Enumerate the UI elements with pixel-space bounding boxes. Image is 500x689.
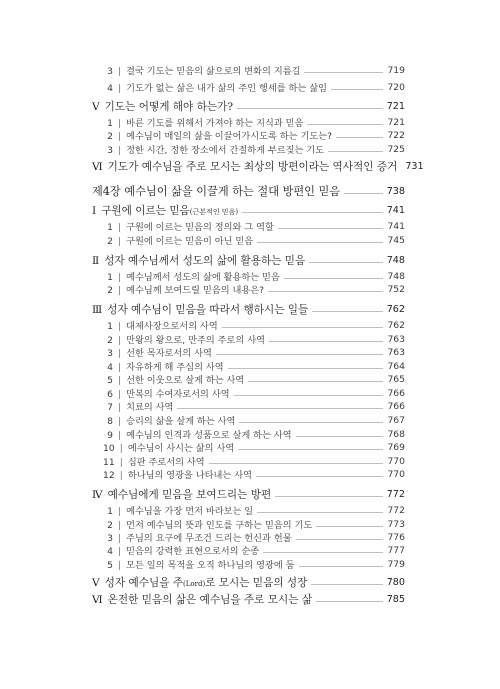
toc-page-number: 763 [387,346,405,358]
toc-separator: | [119,443,123,454]
toc-leader-line [311,584,382,585]
toc-label [92,253,305,268]
toc-title: 선한 이웃으로 살게 하는 사역 [126,375,245,386]
toc-title: 바른 기도를 위해서 가져야 하는 지식과 믿음 [126,118,304,129]
toc-label [92,183,340,199]
toc-label [103,282,264,296]
toc-label [103,372,244,386]
toc-page-number: 764 [387,360,405,372]
toc-separator: | [118,402,122,413]
toc-leader-line [237,108,383,109]
toc-leader-line [268,291,383,292]
toc-number: 11 [103,457,115,468]
toc-title: 성자 예수님을 주 [104,576,184,589]
toc-title: 기도는 어떻게 해야 하는가? [104,100,234,113]
toc-number: 4 [107,362,113,373]
toc-number: 3 [107,66,113,77]
toc-label [103,63,300,77]
toc-number: 3 [107,145,113,156]
toc-subitem [0,269,500,283]
toc-page-number: 722 [387,129,405,141]
toc-subitem [0,345,500,359]
toc-label [103,332,265,346]
toc-subitem [0,115,500,129]
toc-title: 먼저 예수님의 뜻과 인도를 구하는 믿음의 기도 [126,520,313,531]
toc-subitem [0,219,500,233]
toc-leader-line [278,228,384,229]
toc-subitem [0,517,500,531]
toc-number: 2 [107,236,113,247]
toc-roman-numeral: Ⅱ [92,254,100,267]
toc-separator: | [119,470,123,481]
toc-separator: | [118,362,122,373]
toc-separator: | [118,285,122,296]
toc-title-note: (근본적인 믿음) [189,207,239,216]
toc-page-number: 770 [387,468,405,480]
toc-number: 3 [107,348,113,359]
toc-leader-line [336,137,383,138]
toc-label [103,219,274,233]
toc-label [103,128,332,142]
toc-label [103,557,295,571]
toc-title: 예수님에게 믿음을 보여드리는 방편 [107,488,272,501]
toc-title: 주님의 요구에 무조건 드리는 헌신과 헌물 [126,533,292,544]
toc-leader-line [275,496,382,497]
toc-number: 4 [107,83,113,94]
toc-leader-line [312,311,382,312]
toc-title: 만복의 수여자로서의 사역 [126,389,230,400]
toc-section [0,253,500,267]
toc-page-number: 721 [387,116,405,128]
toc-label [103,440,234,454]
toc-separator: | [119,457,123,468]
toc-number: 12 [103,470,115,481]
toc-title: 예수님의 인격과 성품으로 살게 하는 사역 [126,430,292,441]
toc-subitem [0,142,500,156]
toc-title: 선한 목자로서의 사역 [126,348,212,359]
toc-roman-numeral: Ⅵ [92,593,103,606]
toc-title: 성자 예수님이 믿음을 따라서 행하시는 일들 [107,303,309,316]
toc-leader-line [239,422,383,423]
toc-leader-line [177,408,383,409]
toc-label [103,530,292,544]
toc-label [92,575,307,590]
toc-leader-line [242,212,383,213]
toc-subitem [0,233,500,247]
toc-subitem [0,399,500,413]
toc-roman-numeral: Ⅳ [92,488,103,501]
toc-label [103,80,327,94]
toc-separator: | [118,272,122,283]
toc-subitem [0,454,500,468]
toc-page-number: 785 [386,593,405,605]
toc-separator: | [118,506,122,517]
toc-label [103,543,259,557]
toc-page-number: 731 [405,160,424,172]
toc-leader-line [299,566,384,567]
toc-number: 8 [107,416,113,427]
toc-leader-line [257,512,383,513]
toc-title: 하나님의 영광을 나타내는 사역 [127,470,252,481]
toc-roman-numeral: Ⅰ [92,204,97,217]
toc-title: 온전한 믿음의 삶은 예수님을 주로 모시는 삶 [107,593,313,606]
toc-separator: | [118,389,122,400]
toc-page-number: 767 [387,414,405,426]
toc-subitem [0,80,500,94]
toc-separator: | [118,335,122,346]
toc-title: 예수님이 매일의 삶을 이끌어가시도록 하는 기도는? [126,131,332,142]
toc-separator: | [118,546,122,557]
toc-subitem [0,557,500,571]
toc-separator: | [118,222,122,233]
toc-page-number: 769 [387,441,405,453]
toc-roman-numeral: Ⅴ [92,576,100,589]
toc-label [103,503,253,517]
toc-subitem [0,372,500,386]
toc-separator: | [118,416,122,427]
toc-leader-line [263,552,383,553]
toc-section [0,592,500,606]
toc-page-number: 721 [386,100,405,112]
toc-separator: | [118,145,122,156]
toc-page-number: 719 [387,64,405,76]
toc-label [103,318,218,332]
toc-page-number: 741 [386,204,405,216]
toc-title: 대제사장으로서의 사역 [126,321,218,332]
toc-leader-line [304,72,383,73]
toc-number: 2 [107,131,113,142]
toc-leader-line [296,539,384,540]
toc-subitem [0,440,500,454]
toc-number: 7 [107,402,113,413]
toc-page-number: 765 [387,373,405,385]
toc-page-number: 773 [387,518,405,530]
toc-title: 모든 일의 목적을 오직 하나님의 영광에 둠 [126,560,295,571]
toc-number: 3 [107,533,113,544]
toc-leader-line [284,278,384,279]
toc-label [103,386,230,400]
toc-section [0,302,500,316]
toc-label [92,592,312,607]
toc-separator: | [118,430,122,441]
toc-number: 1 [107,118,113,129]
toc-title: 기도가 없는 삶은 내가 삶의 주인 행세를 하는 삶임 [126,83,327,94]
toc-separator: | [118,348,122,359]
toc-title: 정한 시간, 정한 장소에서 간절하게 부르짖는 기도 [126,145,325,156]
toc-title: 구원에 이르는 믿음 [101,204,190,217]
toc-leader-line [331,89,383,90]
toc-title: 승리의 삶을 살게 하는 사역 [126,416,236,427]
toc-section [0,487,500,501]
toc-leader-line [328,151,383,152]
toc-label [92,487,271,502]
toc-subitem [0,282,500,296]
toc-title: 예수님을 가장 먼저 바라보는 일 [126,506,254,517]
toc-label [103,467,252,481]
toc-label [103,142,324,156]
toc-subitem [0,386,500,400]
toc-title: 구원에 이르는 믿음의 정의와 그 역할 [126,222,274,233]
toc-subitem [0,332,500,346]
toc-leader-line [309,262,382,263]
toc-title: 예수님께 보여드릴 믿음의 내용은? [126,285,264,296]
toc-label [103,413,235,427]
toc-page-number: 752 [387,283,405,295]
toc-leader-line [228,368,384,369]
toc-leader-line [216,354,384,355]
toc-page-number: 770 [387,455,405,467]
toc-number: 9 [107,430,113,441]
toc-separator: | [118,83,122,94]
toc-separator: | [118,118,122,129]
toc-leader-line [238,449,383,450]
toc-title: 만왕의 왕으로, 만주의 주로의 사역 [126,335,265,346]
toc-page-number: 772 [387,504,405,516]
toc-label [103,454,205,468]
toc-title: 자유하게 해 주심의 사역 [126,362,224,373]
toc-label [92,99,233,114]
toc-leader-line [344,193,383,194]
toc-separator: | [118,560,122,571]
toc-leader-line [248,381,383,382]
toc-page-number: 763 [387,333,405,345]
toc-section [0,203,500,217]
toc-label [103,115,303,129]
toc-page-number: 725 [387,143,405,155]
toc-chapter-title: 제4장 예수님이 삶을 이끌게 하는 절대 방편인 믿음 [92,185,341,198]
toc-leader-line [269,341,383,342]
toc-separator: | [118,321,122,332]
toc-page-number: 779 [387,558,405,570]
toc-page-number: 768 [387,428,405,440]
toc-title: 성자 예수님께서 성도의 삶에 활용하는 믿음 [104,254,306,267]
toc-chapter [0,184,500,198]
toc-roman-numeral: Ⅵ [92,160,103,173]
toc-label [103,517,312,531]
toc-section [0,575,500,589]
toc-roman-numeral: Ⅴ [92,100,100,113]
toc-section [0,159,500,173]
toc-subitem [0,413,500,427]
toc-title: 심판 주로서의 사역 [127,457,205,468]
toc-title-continued: 로 모시는 믿음의 성장 [205,576,308,589]
toc-number: 2 [107,285,113,296]
toc-number: 4 [107,546,113,557]
toc-leader-line [257,242,383,243]
toc-title: 믿음의 강력한 표현으로서의 순종 [126,546,260,557]
toc-page-number: 762 [386,303,405,315]
toc-label [92,302,308,317]
toc-subitem [0,128,500,142]
toc-separator: | [118,533,122,544]
toc-label [92,159,397,174]
toc-leader-line [316,526,383,527]
toc-leader-line [256,476,384,477]
toc-title: 치료의 사역 [126,402,174,413]
toc-subitem [0,427,500,441]
toc-number: 6 [107,389,113,400]
toc-page-number: 745 [387,234,405,246]
toc-page-number: 748 [387,270,405,282]
toc-label [103,359,224,373]
toc-number: 1 [107,222,113,233]
toc-page-number: 720 [387,81,405,93]
toc-number: 1 [107,272,113,283]
toc-page-number: 777 [387,544,405,556]
toc-page-number: 776 [387,531,405,543]
toc-page-number: 766 [387,400,405,412]
toc-subitem [0,359,500,373]
toc-number: 5 [107,375,113,386]
toc-leader-line [296,436,384,437]
toc-separator: | [118,375,122,386]
toc-separator: | [118,66,122,77]
toc-subitem [0,543,500,557]
toc-separator: | [118,520,122,531]
toc-page-number: 741 [387,220,405,232]
toc-roman-numeral: Ⅲ [92,303,103,316]
toc-label [103,399,173,413]
toc-subitem [0,467,500,481]
toc-page-number: 738 [386,185,405,197]
toc-label [103,427,292,441]
toc-separator: | [118,131,122,142]
toc-leader-line [209,463,384,464]
toc-number: 1 [107,506,113,517]
toc-title: 기도가 예수님을 주로 모시는 최상의 방편이라는 역사적인 증거 [107,160,398,173]
toc-page-number: 772 [386,488,405,500]
toc-title: 예수님께서 성도의 삶에 활용하는 믿음 [126,272,280,283]
toc-subitem [0,530,500,544]
toc-label [103,345,212,359]
toc-subitem [0,318,500,332]
toc-page-number: 762 [387,319,405,331]
toc-number: 2 [107,520,113,531]
toc-title-note: (Lord) [183,579,206,588]
toc-section [0,99,500,113]
toc-page-number: 766 [387,387,405,399]
toc-label [103,269,280,283]
toc-label [92,203,238,218]
toc-number: 10 [103,443,115,454]
toc-number: 1 [107,321,113,332]
toc-label [103,233,253,247]
toc-leader-line [234,395,384,396]
toc-subitem [0,63,500,77]
toc-number: 5 [107,560,113,571]
toc-leader-line [307,124,383,125]
toc-leader-line [222,327,384,328]
toc-number: 2 [107,335,113,346]
toc-page-number: 748 [386,254,405,266]
toc-title: 결국 기도는 믿음의 삶으로의 변화의 지름길 [126,66,301,77]
toc-subitem [0,503,500,517]
toc-separator: | [118,236,122,247]
toc-page-number: 780 [386,576,405,588]
toc-leader-line [316,601,383,602]
toc-title: 예수님이 사시는 삶의 사역 [127,443,235,454]
toc-title: 구원에 이르는 믿음이 아닌 믿음 [126,236,254,247]
